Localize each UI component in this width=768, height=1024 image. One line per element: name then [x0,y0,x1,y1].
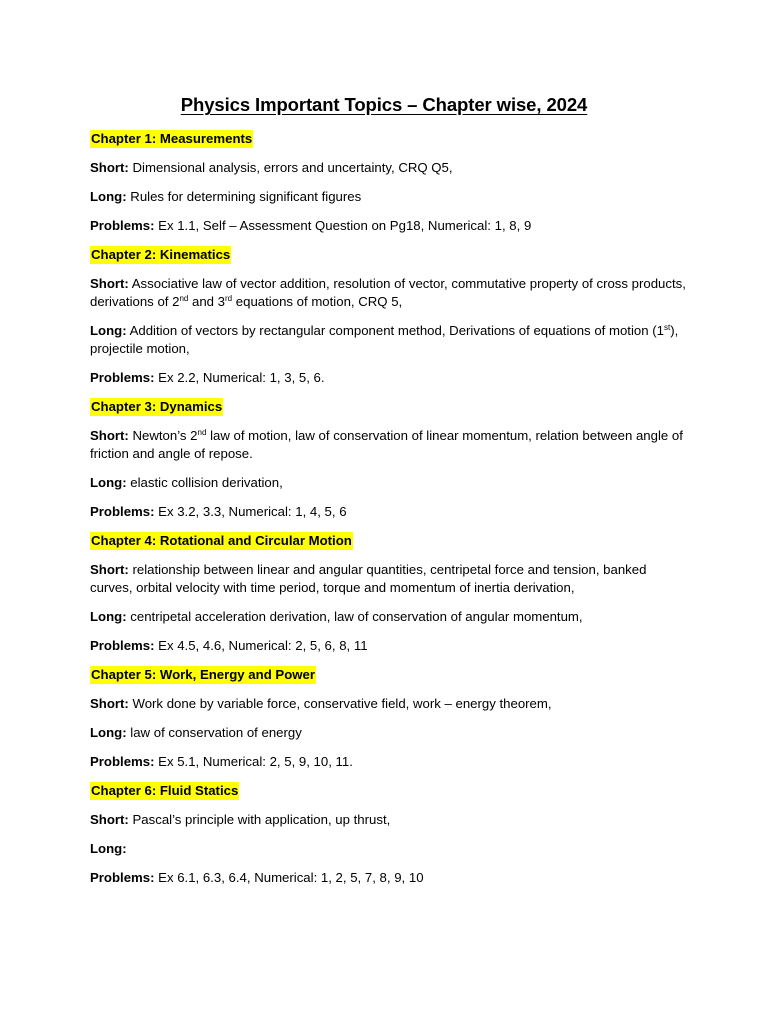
chapter-2-short [90,275,690,311]
chapter-3-long-text: elastic collision derivation, [130,475,283,490]
chapter-2-problems [90,369,690,387]
short-label: Short: [90,812,129,827]
chapter-5-heading-text: Chapter 5: Work, Energy and Power [91,667,315,682]
chapter-2-heading [90,246,690,264]
chapter-5-short-text: Work done by variable force, conservative field, work – energy theorem, [132,696,552,711]
problems-label: Problems: [90,870,155,885]
chapter-6-problems-text: Ex 6.1, 6.3, 6.4, Numerical: 1, 2, 5, 7, 8, 9, 10 [158,870,424,885]
chapter-1-heading [90,130,690,148]
problems-label: Problems: [90,218,155,233]
ordinal-suffix: rd [225,294,233,303]
chapter-4-short-text: relationship between linear and angular quantities, centripetal force and tension, banked curves, orbital velocity with time period, torque and momentum of inertia derivation, [90,562,647,595]
chapter-4-heading [90,532,690,550]
short-label: Short: [90,160,129,175]
chapter-5-long-text: law of conservation of energy [130,725,302,740]
chapter-2-short-text-a: Associative law of vector addition, resolution of vector, commutative property of cross products, derivations of 2 [90,276,686,309]
chapter-5-short [90,695,690,713]
chapter-5-heading [90,666,690,684]
chapter-1-problems-text: Ex 1.1, Self – Assessment Question on Pg18, Numerical: 1, 8, 9 [158,218,532,233]
chapter-4-short [90,561,690,597]
chapter-2-long-text-b: ), projectile motion, [90,323,679,356]
page-title: Physics Important Topics – Chapter wise, 2024 [180,94,588,115]
short-label: Short: [90,428,129,443]
chapter-1-short-text: Dimensional analysis, errors and uncertainty, CRQ Q5, [132,160,453,175]
long-label: Long: [90,841,127,856]
short-label: Short: [90,696,129,711]
chapter-4-heading-text: Chapter 4: Rotational and Circular Motion [91,533,352,548]
chapter-2-short-text-b: and 3 [188,294,226,309]
short-label: Short: [90,562,129,577]
chapter-2-problems-text: Ex 2.2, Numerical: 1, 3, 5, 6. [158,370,325,385]
chapter-1-heading-text: Chapter 1: Measurements [91,131,253,146]
chapter-6-short-text: Pascal’s principle with application, up thrust, [132,812,391,827]
long-label: Long: [90,323,127,338]
chapter-3-problems [90,503,690,521]
long-label: Long: [90,725,127,740]
chapter-3-short [90,427,690,463]
chapter-1-long-text: Rules for determining significant figures [130,189,362,204]
chapter-2-long-text-a: Addition of vectors by rectangular component method, Derivations of equations of motion (1 [129,323,664,338]
long-label: Long: [90,609,127,624]
document-body [90,130,690,898]
chapter-1-long [90,188,690,206]
long-label: Long: [90,189,127,204]
chapter-6-problems [90,869,690,887]
chapter-4-long-text: centripetal acceleration derivation, law of conservation of angular momentum, [130,609,583,624]
chapter-5-problems-text: Ex 5.1, Numerical: 2, 5, 9, 10, 11. [158,754,353,769]
chapter-6-short [90,811,690,829]
chapter-1-short [90,159,690,177]
chapter-3-heading-text: Chapter 3: Dynamics [91,399,223,414]
chapter-4-long [90,608,690,626]
chapter-6-heading-text: Chapter 6: Fluid Statics [91,783,239,798]
problems-label: Problems: [90,504,155,519]
chapter-3-short-text-b: law of motion, law of conservation of linear momentum, relation between angle of friction and angle of repose. [90,428,683,461]
chapter-6-long [90,840,690,858]
ordinal-suffix: nd [197,428,207,437]
problems-label: Problems: [90,370,155,385]
chapter-4-problems-text: Ex 4.5, 4.6, Numerical: 2, 5, 6, 8, 11 [158,638,368,653]
chapter-3-long [90,474,690,492]
problems-label: Problems: [90,638,155,653]
chapter-3-short-text-a: Newton’s 2 [132,428,198,443]
chapter-3-heading [90,398,690,416]
long-label: Long: [90,475,127,490]
chapter-2-short-text-c: equations of motion, CRQ 5, [232,294,403,309]
chapter-5-problems [90,753,690,771]
chapter-2-long [90,322,690,358]
problems-label: Problems: [90,754,155,769]
chapter-3-problems-text: Ex 3.2, 3.3, Numerical: 1, 4, 5, 6 [158,504,347,519]
short-label: Short: [90,276,129,291]
ordinal-suffix: st [663,323,671,332]
chapter-2-heading-text: Chapter 2: Kinematics [91,247,231,262]
ordinal-suffix: nd [179,294,189,303]
chapter-1-problems [90,217,690,235]
chapter-4-problems [90,637,690,655]
chapter-6-heading [90,782,690,800]
chapter-5-long [90,724,690,742]
